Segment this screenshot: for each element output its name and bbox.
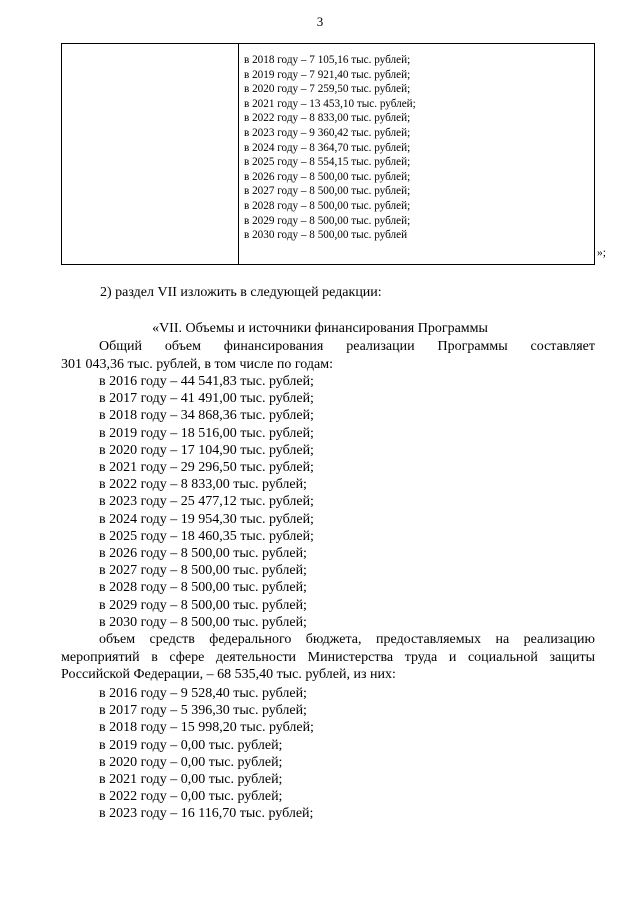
table-line: в 2024 году – 8 364,70 тыс. рублей; (244, 141, 411, 154)
list-item: в 2028 году – 8 500,00 тыс. рублей; (99, 580, 307, 596)
list-item: в 2021 году – 0,00 тыс. рублей; (99, 772, 283, 788)
list-item: в 2022 году – 0,00 тыс. рублей; (99, 789, 283, 805)
federal-budget-paragraph (61, 631, 595, 684)
section-title: «VII. Объемы и источники финансирования Программы (152, 321, 488, 336)
table-closing-quote: »; (597, 247, 606, 259)
list-item: в 2024 году – 19 954,30 тыс. рублей; (99, 511, 314, 527)
table-line: в 2027 году – 8 500,00 тыс. рублей; (244, 185, 411, 198)
total-years-list (99, 373, 314, 631)
list-item: в 2020 году – 0,00 тыс. рублей; (99, 754, 283, 770)
list-item: в 2019 году – 18 516,00 тыс. рублей; (99, 425, 314, 441)
table-line: в 2018 году – 7 105,16 тыс. рублей; (244, 54, 411, 66)
table-column-divider (238, 44, 239, 264)
list-item: в 2026 году – 8 500,00 тыс. рублей; (99, 546, 307, 562)
list-item: в 2016 году – 44 541,83 тыс. рублей; (99, 374, 314, 389)
list-item: в 2018 году – 34 868,36 тыс. рублей; (99, 408, 314, 424)
federal-years-list (99, 685, 314, 823)
list-item: в 2022 году – 8 833,00 тыс. рублей; (99, 477, 307, 493)
list-item: в 2017 году – 5 396,30 тыс. рублей; (99, 703, 307, 719)
list-item: в 2021 году – 29 296,50 тыс. рублей; (99, 460, 314, 476)
table-line: в 2023 году – 9 360,42 тыс. рублей; (244, 126, 411, 139)
paragraph-line: объем средств федерального бюджета, предоставляемых на реализацию (99, 632, 595, 647)
list-item: в 2029 году – 8 500,00 тыс. рублей; (99, 597, 307, 613)
table-line: в 2026 году – 8 500,00 тыс. рублей; (244, 170, 411, 183)
list-item: в 2018 году – 15 998,20 тыс. рублей; (99, 720, 314, 736)
table-line: в 2028 году – 8 500,00 тыс. рублей; (244, 199, 411, 212)
list-item: в 2027 году – 8 500,00 тыс. рублей; (99, 563, 307, 579)
table-line: в 2020 году – 7 259,50 тыс. рублей; (244, 83, 411, 96)
list-item: в 2023 году – 16 116,70 тыс. рублей; (99, 806, 314, 822)
table-line: в 2021 году – 13 453,10 тыс. рублей; (244, 97, 416, 110)
total-funding-paragraph (61, 338, 595, 373)
table-funding-lines (244, 53, 416, 243)
table-line: в 2019 году – 7 921,40 тыс. рублей; (244, 68, 411, 81)
table-line: в 2022 году – 8 833,00 тыс. рублей; (244, 112, 411, 125)
page-number: 3 (316, 14, 324, 29)
table-line: в 2029 году – 8 500,00 тыс. рублей; (244, 214, 411, 227)
paragraph-line: Российской Федерации, – 68 535,40 тыс. рублей, из них: (61, 667, 396, 682)
table-line: в 2025 году – 8 554,15 тыс. рублей; (244, 156, 411, 169)
table-line: в 2030 году – 8 500,00 тыс. рублей (244, 229, 408, 242)
list-item: в 2025 году – 18 460,35 тыс. рублей; (99, 528, 314, 544)
list-item: в 2020 году – 17 104,90 тыс. рублей; (99, 442, 314, 458)
list-item: в 2023 году – 25 477,12 тыс. рублей; (99, 494, 314, 510)
paragraph-line: мероприятий в сфере деятельности Министерства труда и социальной защиты (61, 649, 595, 665)
funding-table (61, 43, 595, 265)
list-item: в 2016 году – 9 528,40 тыс. рублей; (99, 686, 307, 701)
list-item: в 2019 году – 0,00 тыс. рублей; (99, 737, 283, 753)
list-item: в 2017 году – 41 491,00 тыс. рублей; (99, 391, 314, 407)
list-item: в 2030 году – 8 500,00 тыс. рублей; (99, 614, 307, 630)
paragraph-line: Общий объем финансирования реализации Программы составляет (99, 339, 595, 354)
amendment-item-2: 2) раздел VII изложить в следующей редакции: (100, 285, 382, 300)
paragraph-line: 301 043,36 тыс. рублей, в том числе по годам: (61, 356, 333, 372)
